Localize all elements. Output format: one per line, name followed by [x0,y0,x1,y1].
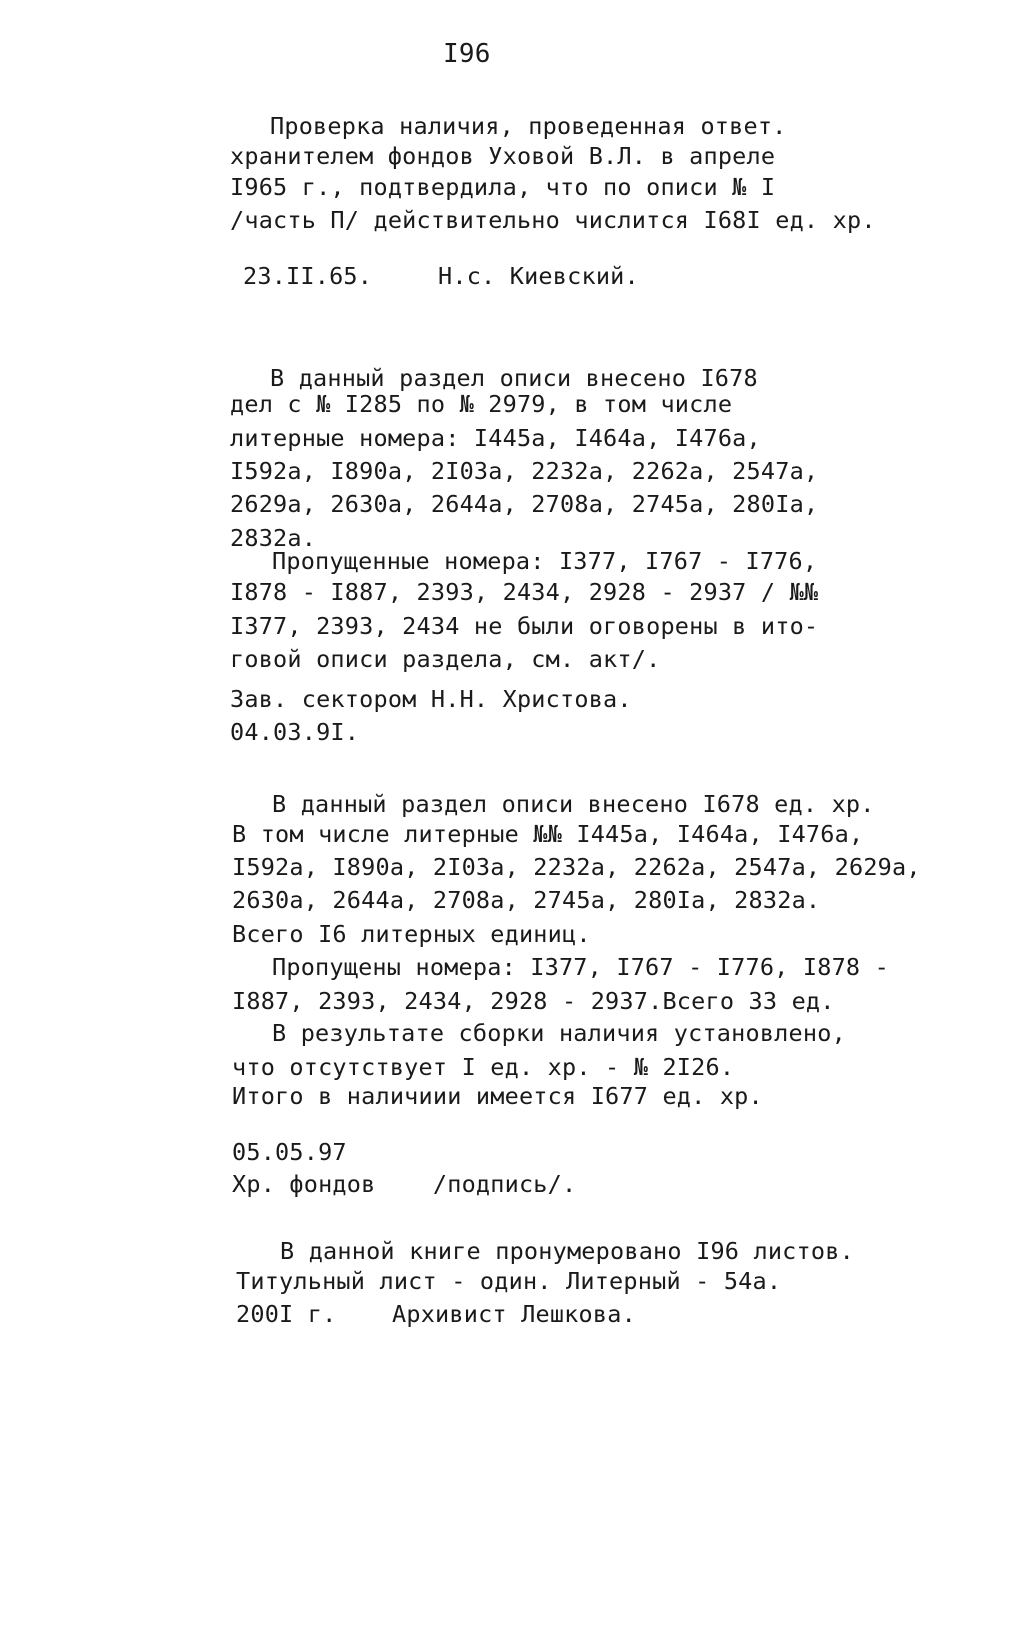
block4-signature: Архивист Лешкова. [392,1300,636,1328]
block2-line: В данный раздел описи внесено I678 [270,364,758,392]
block3-line: что отсутствует I ед. хр. - № 2I26. [232,1053,735,1081]
block2-line: говой описи раздела, см. акт/. [230,645,661,673]
block4-year: 200I г. [236,1300,337,1328]
block2-line: I377, 2393, 2434 не были оговорены в ито- [230,612,819,640]
block1-line: хранителем фондов Уховой В.Л. в апреле [230,142,776,170]
page-number: I96 [443,39,491,69]
block3-line: 2630а, 2644а, 2708а, 2745а, 280Iа, 2832а. [232,886,821,914]
block3-line: Всего I6 литерных единиц. [232,920,591,948]
block3-line: В том числе литерные №№ I445а, I464а, I476а, [232,820,864,848]
block3-line: I887, 2393, 2434, 2928 - 2937.Всего 33 ед. [232,987,835,1015]
block2-line: I878 - I887, 2393, 2434, 2928 - 2937 / №№ [230,578,819,606]
block2-line: 2832а. [230,524,317,552]
block1-signature: Н.с. Киевский. [438,262,639,290]
block2-line: I592а, I890а, 2I03а, 2232а, 2262а, 2547а, [230,457,819,485]
block2-date: 04.03.9I. [230,718,360,746]
block2-line: литерные номера: I445а, I464а, I476а, [230,424,761,452]
block3-signature: Хр. фондов /подпись/. [232,1170,577,1198]
block1-line: Проверка наличия, проведенная ответ. [270,112,787,140]
block3-line: Итого в наличиии имеется I677 ед. хр. [232,1082,763,1110]
block1-line: /часть П/ действительно числится I68I ед. хр. [230,206,876,234]
block4-line: В данной книге пронумеровано I96 листов. [280,1237,854,1265]
block3-date: 05.05.97 [232,1138,347,1166]
block3-line: I592а, I890а, 2I03а, 2232а, 2262а, 2547а, 2629а, [232,853,921,881]
block2-line: дел с № I285 по № 2979, в том числе [230,390,733,418]
block2-signature: Зав. сектором Н.Н. Христова. [230,685,632,713]
block3-line: Пропущены номера: I377, I767 - I776, I878 - [272,953,889,981]
block1-line: I965 г., подтвердила, что по описи № I [230,173,776,201]
block4-line: Титульный лист - один. Литерный - 54а. [236,1267,782,1295]
block1-date: 23.II.65. [243,262,373,290]
block2-line: 2629а, 2630а, 2644а, 2708а, 2745а, 280Iа, [230,490,819,518]
block3-line: В данный раздел описи внесено I678 ед. хр. [272,790,875,818]
block3-line: В результате сборки наличия установлено, [272,1019,846,1047]
block2-line: Пропущенные номера: I377, I767 - I776, [272,547,818,575]
